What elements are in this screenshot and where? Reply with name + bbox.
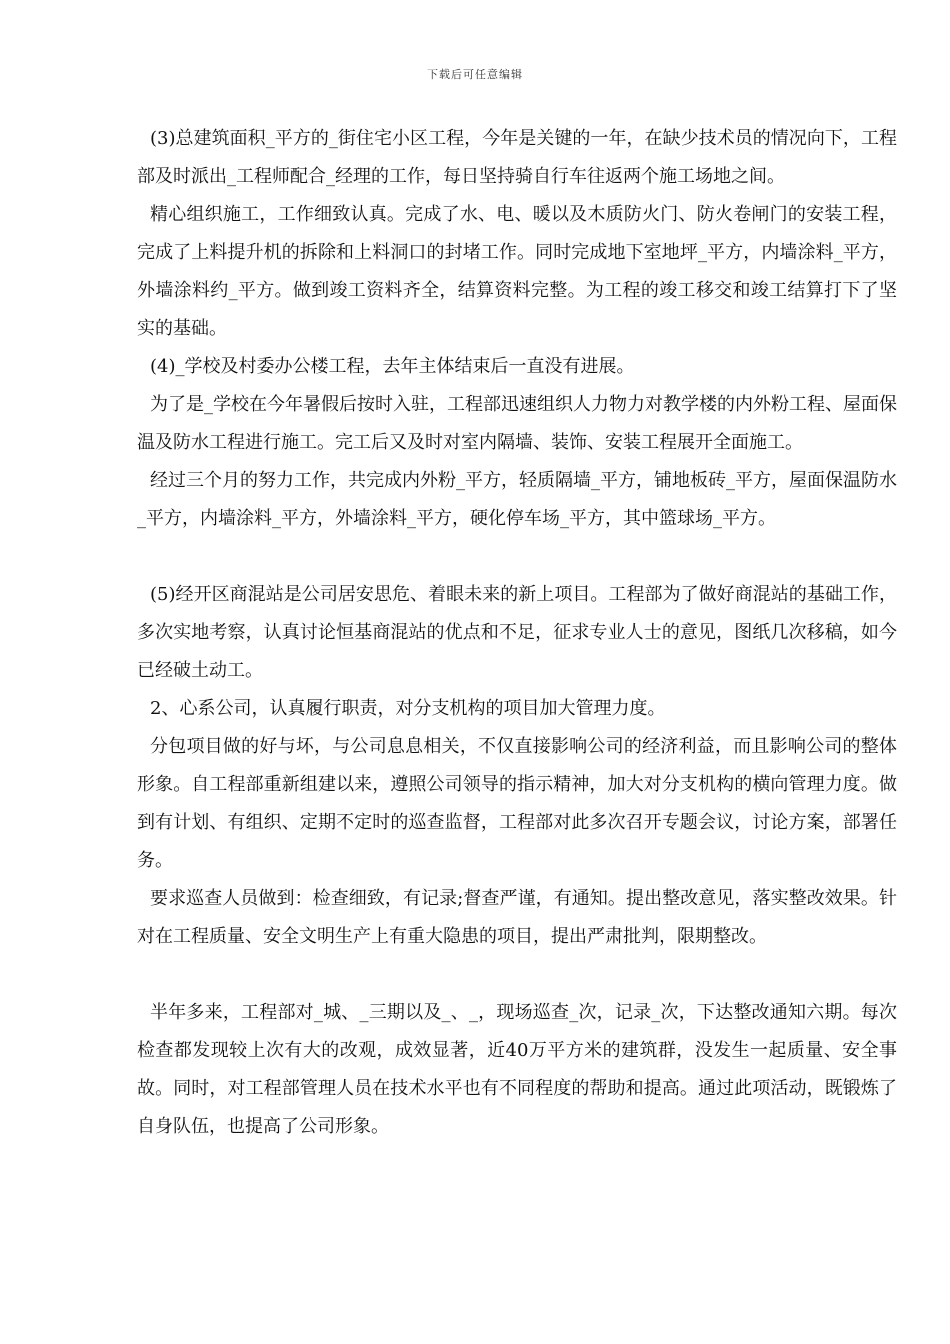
paragraph: 半年多来，工程部对_城、_三期以及_、_，现场巡查_次，记录_次，下达整改通知六期。每次检查都发现较上次有大的改观，成效显著，近40万平方米的建筑群，没发生一起质量、安全事故。同时，对工程部管理人员在技术水平也有不同程度的帮助和提高。通过此项活动，既锻炼了自身队伍，也提高了公司形象。 (137, 1002, 897, 1137)
document-body (137, 120, 897, 1146)
paragraph: (5)经开区商混站是公司居安思危、着眼未来的新上项目。工程部为了做好商混站的基础工作，多次实地考察，认真讨论恒基商混站的优点和不足，征求专业人士的意见，图纸几次移稿，如今已经破土动工。 (137, 584, 897, 681)
paragraph: (3)总建筑面积_平方的_街住宅小区工程，今年是关键的一年，在缺少技术员的情况向下，工程部及时派出_工程师配合_经理的工作，每日坚持骑自行车往返两个施工场地之间。 (137, 128, 897, 187)
paragraph: 精心组织施工，工作细致认真。完成了水、电、暖以及木质防火门、防火卷闸门的安装工程，完成了上料提升机的拆除和上料洞口的封堵工作。同时完成地下室地坪_平方，内墙涂料_平方，外墙涂料约_平方。做到竣工资料齐全，结算资料完整。为工程的竣工移交和竣工结算打下了坚实的基础。 (137, 204, 897, 339)
paragraph: 经过三个月的努力工作，共完成内外粉_平方，轻质隔墙_平方，铺地板砖_平方，屋面保温防水_平方，内墙涂料_平方，外墙涂料_平方，硬化停车场_平方，其中篮球场_平方。 (137, 470, 897, 529)
paragraph: 为了是_学校在今年暑假后按时入驻，工程部迅速组织人力物力对教学楼的内外粉工程、屋面保温及防水工程进行施工。完工后又及时对室内隔墙、装饰、安装工程展开全面施工。 (137, 394, 897, 453)
paragraph: 2、心系公司，认真履行职责，对分支机构的项目加大管理力度。 (150, 698, 666, 719)
paragraph: 要求巡查人员做到：检查细致，有记录;督查严谨，有通知。提出整改意见，落实整改效果。针对在工程质量、安全文明生产上有重大隐患的项目，提出严肃批判，限期整改。 (137, 888, 897, 947)
page-header: 下载后可任意编辑 (427, 68, 523, 81)
paragraph: 分包项目做的好与坏，与公司息息相关，不仅直接影响公司的经济利益，而且影响公司的整体形象。自工程部重新组建以来，遵照公司领导的指示精神，加大对分支机构的横向管理力度。做到有计划、有组织、定期不定时的巡查监督，工程部对此多次召开专题会议，讨论方案，部署任务。 (137, 736, 897, 871)
paragraph: (4)_学校及村委办公楼工程，去年主体结束后一直没有进展。 (150, 356, 635, 377)
